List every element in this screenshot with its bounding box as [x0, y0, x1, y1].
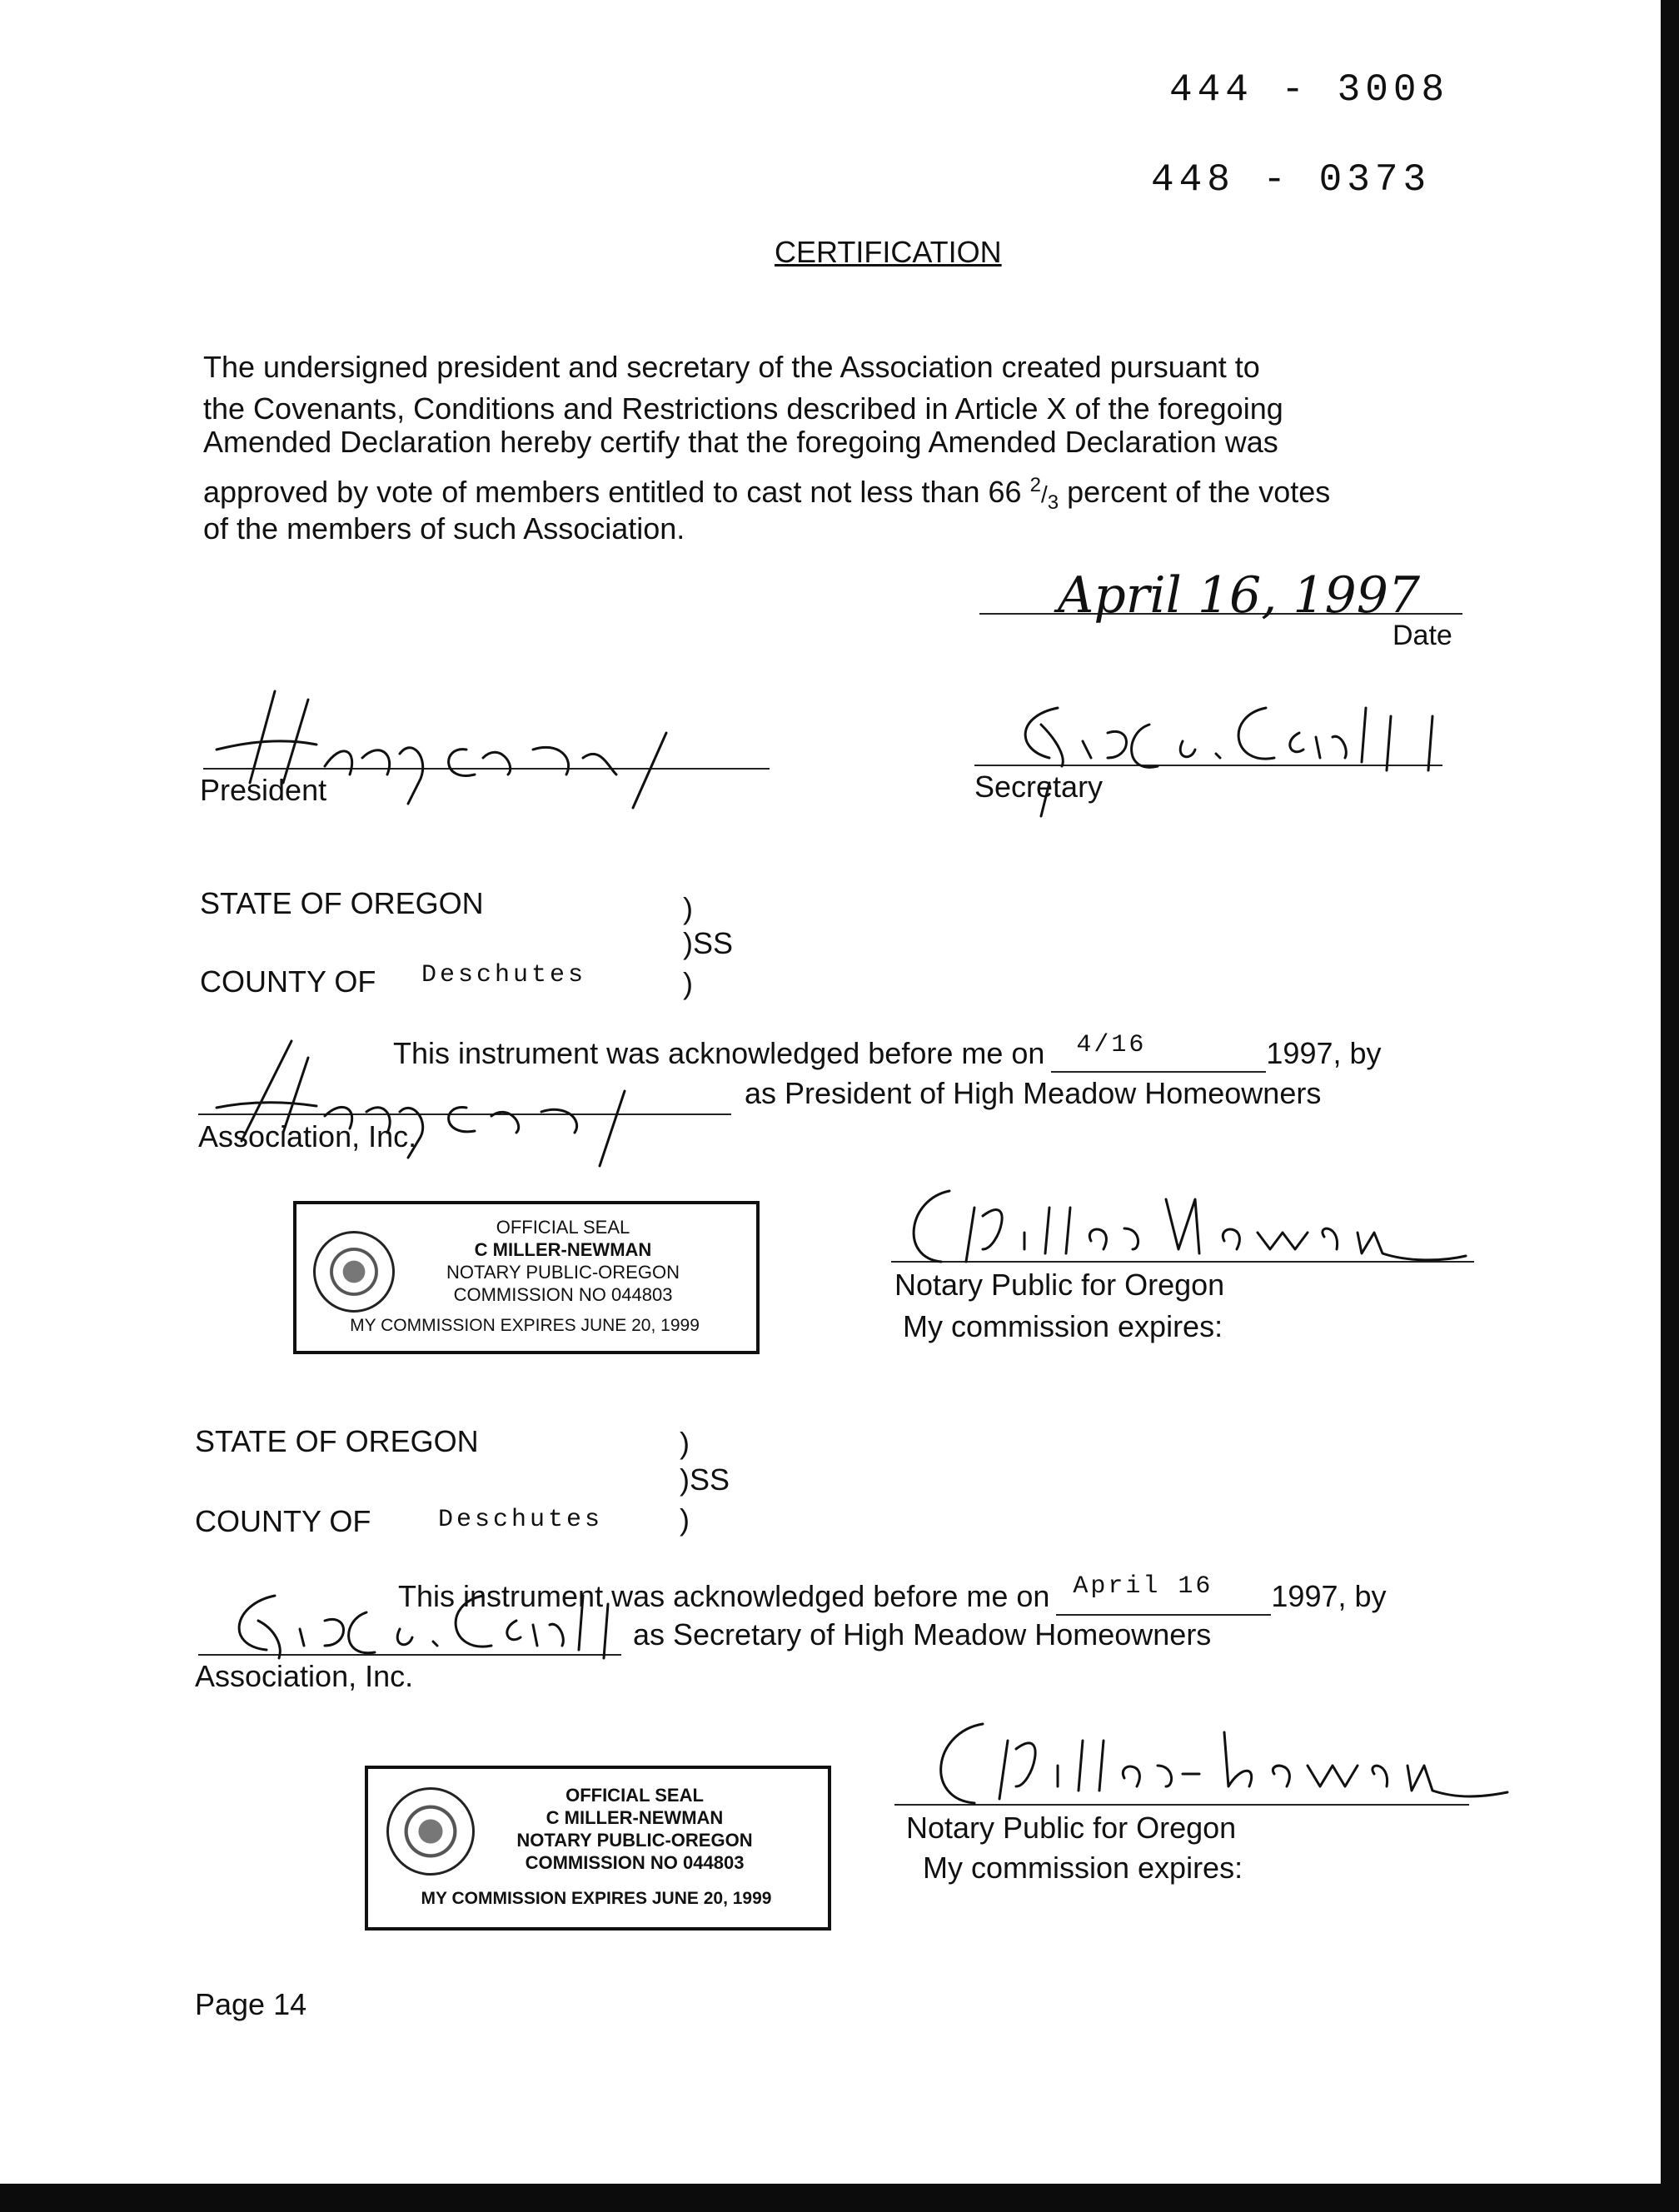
ack2-notary-label: Notary Public for Oregon	[906, 1811, 1237, 1845]
ack2-line1-text: This instrument was acknowledged before me on	[398, 1579, 1050, 1613]
seal-line-5: MY COMMISSION EXPIRES JUNE 20, 1999	[350, 1316, 700, 1335]
notary1-signature	[891, 1183, 1491, 1274]
seal-line-2: C MILLER-NEWMAN	[546, 1807, 724, 1828]
ack2-line1-year: 1997, by	[1271, 1579, 1387, 1613]
ack2-paren-1: )	[680, 1426, 690, 1460]
seal-line-2: C MILLER-NEWMAN	[474, 1239, 652, 1260]
ack1-ss: )SS	[683, 926, 734, 960]
date-label: Date	[1393, 620, 1452, 651]
seal-line-3: NOTARY PUBLIC-OREGON	[446, 1262, 680, 1283]
body-line-4: of the members of such Association.	[203, 511, 685, 546]
ack1-line3: Association, Inc.	[198, 1119, 417, 1153]
body-line-3: Amended Declaration hereby certify that the foregoing Amended Declaration was	[203, 425, 1278, 459]
fraction-numerator: 2	[1029, 474, 1041, 496]
seal-emblem-icon	[313, 1231, 395, 1313]
ack1-paren-3: )	[683, 966, 693, 1000]
ack2-county-label: COUNTY OF	[195, 1504, 371, 1538]
ack2-paren-3: )	[680, 1502, 690, 1537]
notary-seal-2	[365, 1766, 831, 1931]
president-label: President	[200, 773, 327, 807]
ack1-notary-label: Notary Public for Oregon	[894, 1268, 1225, 1302]
ack2-county-value: Deschutes	[438, 1506, 604, 1534]
ack1-line1-text: This instrument was acknowledged before me on	[393, 1036, 1045, 1070]
ack1-line1-year: 1997, by	[1266, 1036, 1382, 1070]
vote-text-after: percent of the votes	[1059, 475, 1331, 509]
seal-line-4: COMMISSION NO 044803	[525, 1852, 745, 1873]
ack1-state: STATE OF OREGON	[200, 886, 484, 920]
recording-number-1: 444 - 3008	[1169, 68, 1450, 112]
ack1-date-value: 4/16	[1076, 1031, 1147, 1059]
date-handwritten: April 16, 1997	[1058, 566, 1421, 625]
ack1-paren-1: )	[683, 891, 693, 925]
ack2-commission-label: My commission expires:	[923, 1851, 1243, 1885]
page-number: Page 14	[195, 1987, 307, 2021]
secretary-label: Secretary	[974, 770, 1104, 804]
recording-number-2: 448 - 0373	[1151, 158, 1432, 202]
seal-line-1: OFFICIAL SEAL	[565, 1785, 704, 1806]
body-line-2: the Covenants, Conditions and Restrictions described in Article X of the foregoing	[203, 391, 1283, 426]
scan-edge-bottom	[0, 2184, 1679, 2212]
scan-edge-right	[1661, 0, 1679, 2212]
ack2-date-blank	[1056, 1572, 1271, 1616]
fraction-slash: /	[1040, 481, 1048, 507]
ack1-county-value: Deschutes	[421, 961, 587, 989]
body-line-1: The undersigned president and secretary of the Association created pursuant to	[203, 350, 1260, 384]
ack2-state: STATE OF OREGON	[195, 1424, 479, 1458]
seal-line-5: MY COMMISSION EXPIRES JUNE 20, 1999	[421, 1889, 772, 1908]
ack1-county-label: COUNTY OF	[200, 964, 376, 999]
notary2-signature	[908, 1716, 1541, 1816]
seal-line-3: NOTARY PUBLIC-OREGON	[516, 1830, 753, 1851]
ack1-line2: as President of High Meadow Homeowners	[745, 1076, 1322, 1110]
ack1-commission-label: My commission expires:	[903, 1309, 1223, 1343]
ack2-line3: Association, Inc.	[195, 1659, 414, 1693]
seal-emblem-icon	[386, 1787, 475, 1876]
document-title: CERTIFICATION	[775, 235, 1002, 269]
ack2-ss: )SS	[680, 1462, 730, 1497]
notary-seal-1	[293, 1201, 760, 1354]
fraction-denominator: 3	[1047, 491, 1059, 515]
seal-line-1: OFFICIAL SEAL	[496, 1217, 630, 1238]
secretary-signature	[983, 691, 1482, 825]
vote-text-before: approved by vote of members entitled to cast not less than 66	[203, 475, 1030, 509]
ack2-date-value: April 16	[1073, 1572, 1213, 1601]
ack1-date-blank	[1051, 1031, 1266, 1073]
ack2-line2: as Secretary of High Meadow Homeowners	[633, 1617, 1212, 1652]
seal-line-4: COMMISSION NO 044803	[453, 1284, 673, 1305]
